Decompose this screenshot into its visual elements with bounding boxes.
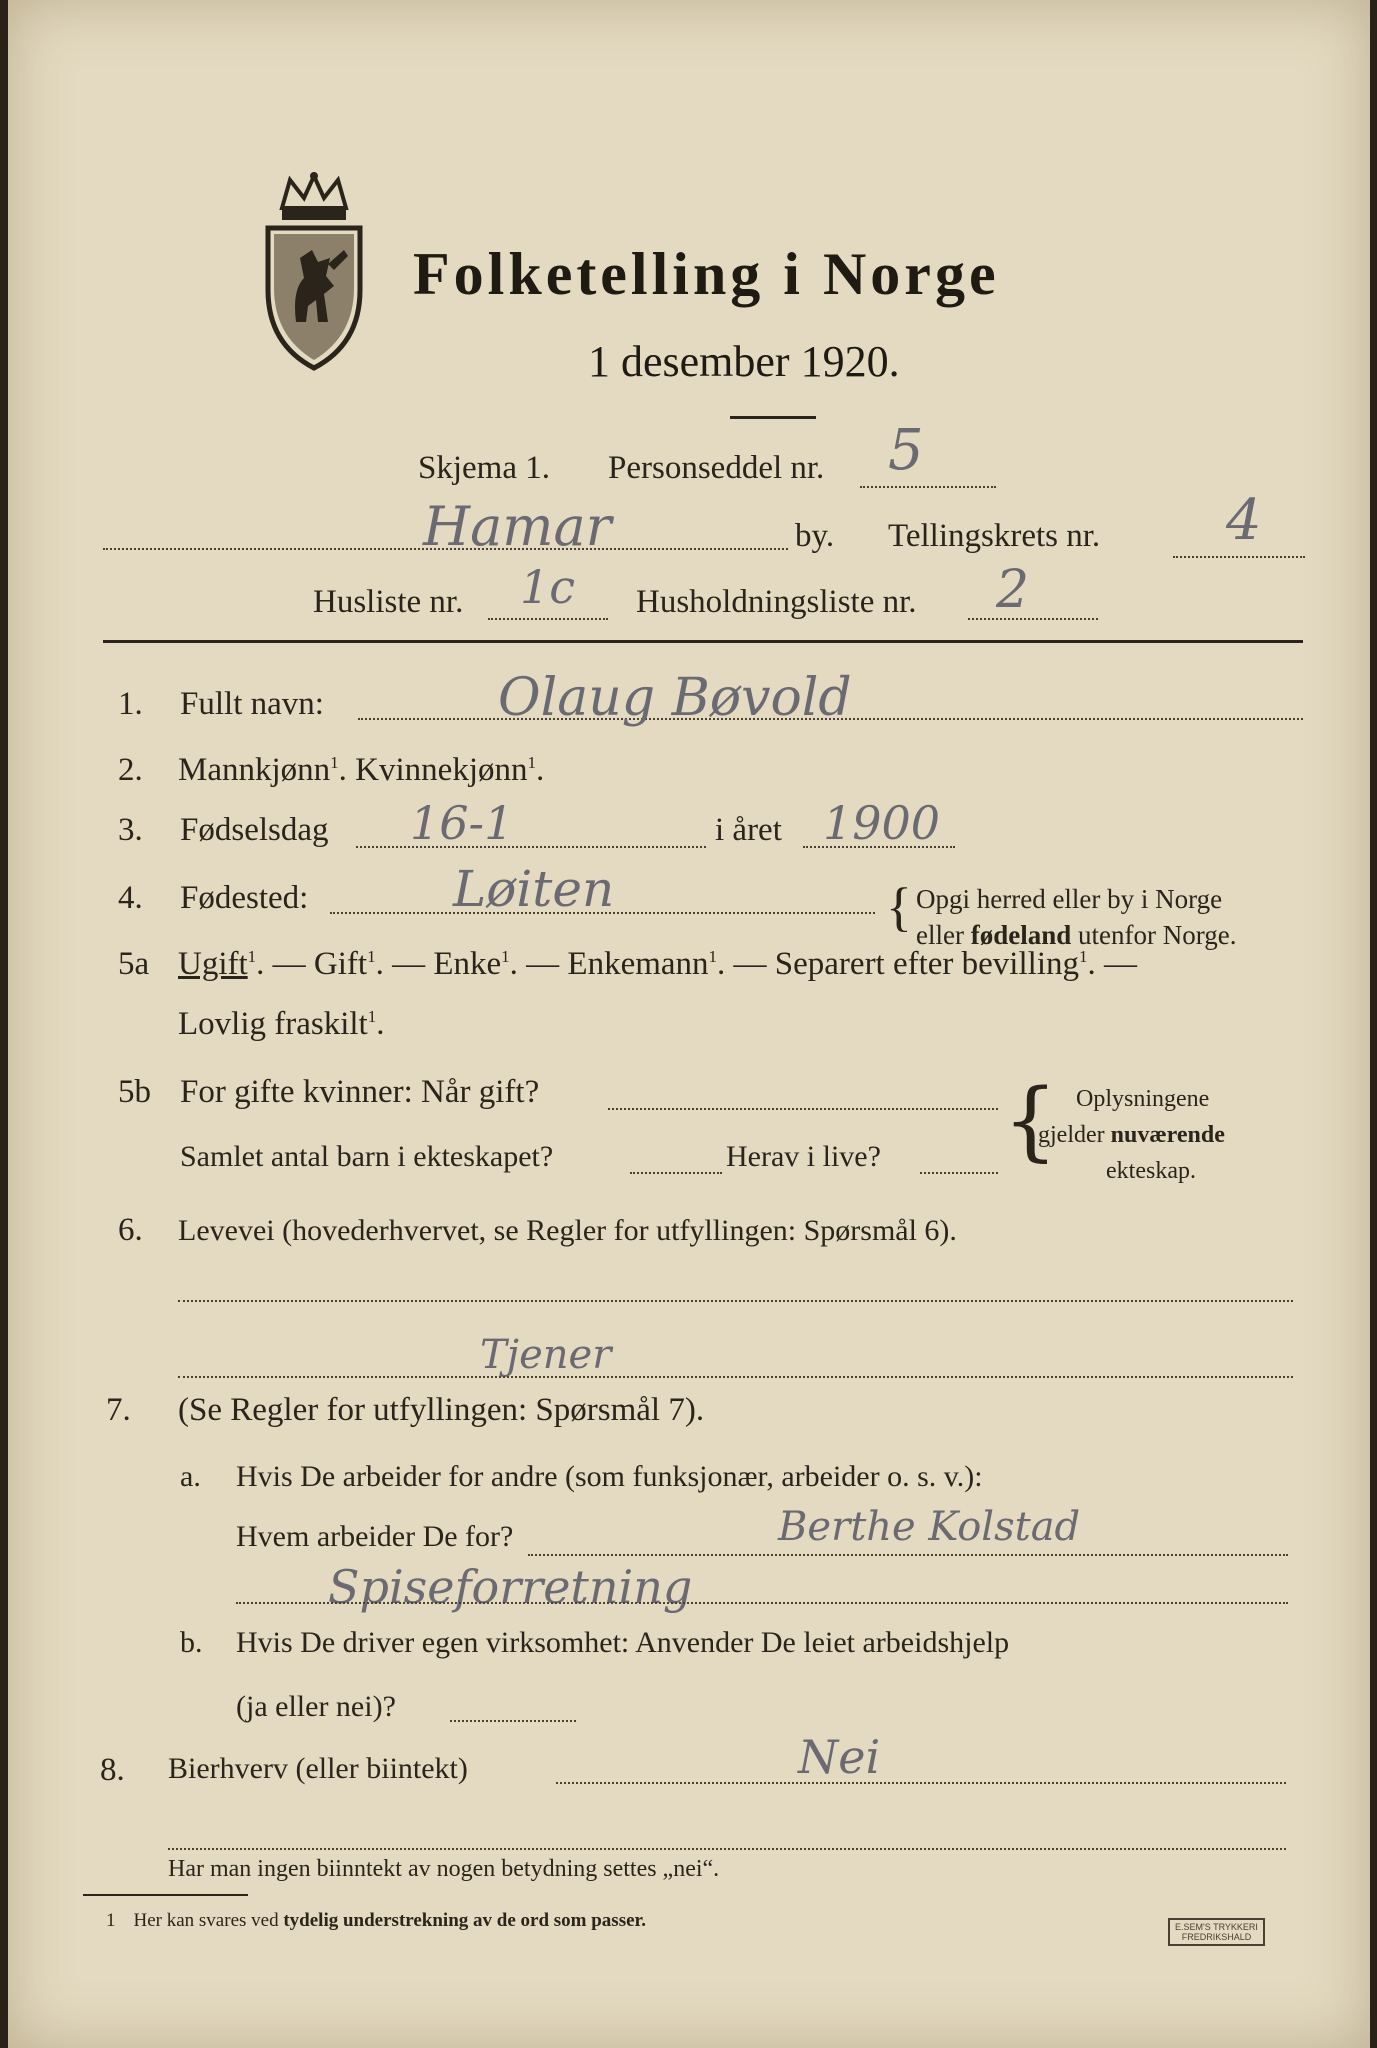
- q5b-line3: [920, 1172, 998, 1174]
- q5b-label3: Herav i live?: [726, 1140, 881, 1173]
- q8-number: 8.: [100, 1752, 125, 1788]
- personseddel-value: 5: [888, 418, 924, 483]
- q8-label: Bierhverv (eller biintekt): [168, 1752, 468, 1785]
- q7-label: (Se Regler for utfyllingen: Spørsmål 7).: [178, 1392, 705, 1428]
- option-kvinnekjonn: Kvinnekjønn: [355, 752, 528, 788]
- q6-label: Levevei (hovederhvervet, se Regler for utfyllingen: Spørsmål 6).: [178, 1214, 957, 1247]
- q5b-brace: {: [1003, 1071, 1058, 1171]
- option-lovlig-fraskilt: Lovlig fraskilt: [178, 1006, 368, 1042]
- q2-number: 2.: [118, 752, 143, 788]
- q5b-line2: [630, 1172, 722, 1174]
- printer-stamp: E.SEM'S TRYKKERI FREDRIKSHALD: [1168, 1918, 1265, 1946]
- husholdningsliste-label: Husholdningsliste nr.: [636, 584, 917, 620]
- q8-line1: [556, 1782, 1286, 1784]
- option-gift: Gift: [313, 946, 368, 982]
- q5b-label2: Samlet antal barn i ekteskapet?: [180, 1140, 554, 1173]
- by-label: by.: [795, 518, 835, 554]
- q7b-letter: b.: [180, 1626, 203, 1659]
- q7b-sublabel: (ja eller nei)?: [236, 1690, 396, 1723]
- q7a-sublabel: Hvem arbeider De for?: [236, 1520, 514, 1553]
- birthplace-value: Løiten: [453, 860, 615, 918]
- coat-of-arms-icon: [260, 172, 368, 372]
- footer-note: Har man ingen biinntekt av nogen betydning settes „nei“.: [168, 1856, 720, 1882]
- q5b-label1: For gifte kvinner: Når gift?: [180, 1074, 540, 1110]
- personseddel-label: Personseddel nr.: [608, 450, 825, 486]
- marital-status-options-line2: Lovlig fraskilt$^1$.: [178, 1006, 385, 1042]
- footnote-rule: [83, 1894, 248, 1896]
- option-ugift: Ugift: [178, 946, 248, 982]
- form-subtitle: 1 desember 1920.: [588, 337, 900, 386]
- q4-label: Fødested:: [180, 880, 309, 916]
- q7-number: 7.: [106, 1392, 131, 1428]
- q4-note-line1: Opgi herred eller by i Norge: [916, 884, 1223, 914]
- q6-line1: [178, 1300, 1293, 1302]
- header-rule: [730, 416, 816, 419]
- tellingskrets-value: 4: [1226, 488, 1262, 553]
- birth-year-value: 1900: [823, 796, 941, 850]
- section-rule: [103, 640, 1303, 643]
- q8-line2: [168, 1848, 1286, 1850]
- tellingskrets-label: Tellingskrets nr.: [888, 518, 1101, 554]
- employer-business-value: Spiseforretning: [328, 1560, 693, 1614]
- birthdate-value: 16-1: [410, 796, 514, 850]
- tellingskrets-line: [1173, 556, 1305, 558]
- husliste-value: 1c: [520, 560, 576, 614]
- q5a-number: 5a: [118, 946, 150, 982]
- q4-note-line2: eller fødeland utenfor Norge.: [916, 920, 1237, 950]
- q7a-line1: [528, 1554, 1288, 1556]
- q4-number: 4.: [118, 880, 143, 916]
- husholdningsliste-line: [968, 618, 1098, 620]
- footnote: 1 Her kan svares ved tydelig understrekning av de ord som passer.: [106, 1910, 646, 1931]
- option-mannkjonn: Mannkjønn: [178, 752, 331, 788]
- q7b-line: [450, 1720, 576, 1722]
- q7a-line2: [236, 1602, 1288, 1604]
- marital-status-options: Ugift$^1$. — Gift$^1$. — Enke$^1$. — Enkemann$^1$. — Separert efter bevilling$^1$. —: [178, 946, 1137, 982]
- city-value: Hamar: [423, 495, 612, 558]
- q3-label: Fødselsdag: [180, 812, 329, 848]
- q5b-note-line2: gjelder nuværende: [1038, 1122, 1225, 1148]
- q1-label: Fullt navn:: [180, 686, 324, 722]
- option-enkemann: Enkemann: [567, 946, 709, 982]
- q5b-number: 5b: [118, 1074, 151, 1110]
- option-enke: Enke: [433, 946, 502, 982]
- gender-options: Mannkjønn$^1$. Kvinnekjønn$^1$.: [178, 752, 545, 788]
- q4-brace: {: [886, 877, 912, 937]
- q3-year-label: i året: [715, 812, 782, 848]
- q7b-label: Hvis De driver egen virksomhet: Anvender De leiet arbeidshjelp: [236, 1626, 1010, 1659]
- full-name-value: Olaug Bøvold: [498, 668, 852, 728]
- q3-number: 3.: [118, 812, 143, 848]
- q7a-label: Hvis De arbeider for andre (som funksjonær, arbeider o. s. v.):: [236, 1460, 983, 1493]
- skjema-label: Skjema 1.: [418, 450, 550, 486]
- husholdningsliste-value: 2: [996, 560, 1030, 620]
- q3-line: [356, 846, 706, 848]
- q5b-note-line1: Oplysningene: [1076, 1086, 1210, 1112]
- q6-line2: [178, 1376, 1293, 1378]
- q5b-note-line3: ekteskap.: [1106, 1158, 1196, 1184]
- q5b-line1: [608, 1108, 998, 1110]
- census-form: [8, 0, 1370, 2048]
- personseddel-line: [860, 486, 996, 488]
- option-separert: Separert efter bevilling: [774, 946, 1079, 982]
- employer-value: Berthe Kolstad: [778, 1504, 1081, 1550]
- side-income-value: Nei: [798, 1730, 881, 1784]
- q1-number: 1.: [118, 686, 143, 722]
- q6-number: 6.: [118, 1212, 143, 1248]
- occupation-value: Tjener: [480, 1332, 612, 1378]
- husliste-line: [488, 618, 608, 620]
- q7a-letter: a.: [180, 1460, 201, 1493]
- form-title: Folketelling i Norge: [413, 241, 1000, 307]
- husliste-label: Husliste nr.: [313, 584, 464, 620]
